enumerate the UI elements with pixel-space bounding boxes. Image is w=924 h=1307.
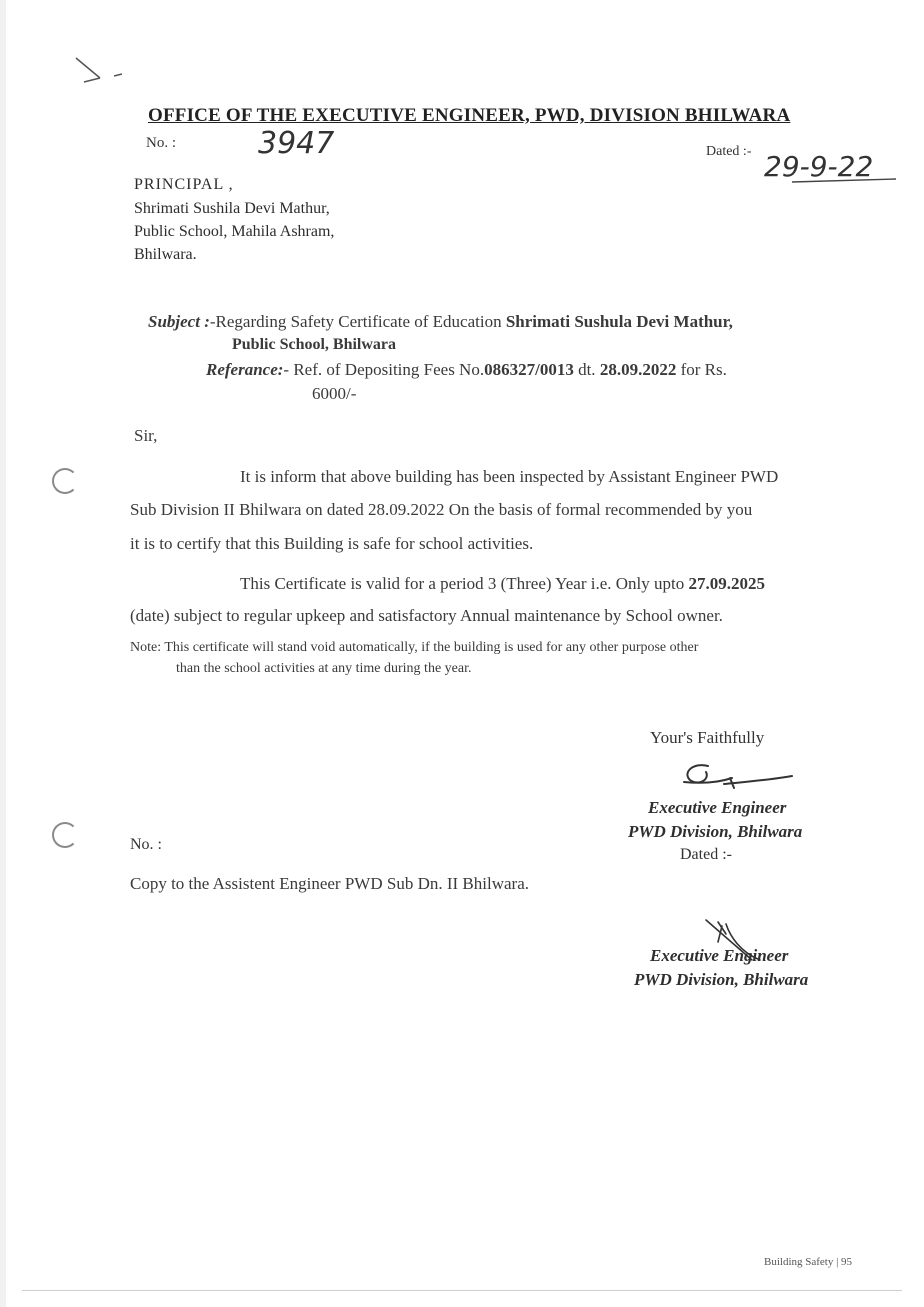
para1-line2 (130, 500, 752, 520)
para2-line1 (240, 574, 765, 594)
scan-edge (0, 0, 6, 1307)
letter-no-handwritten: 3947 (258, 126, 335, 161)
reference-text1: - Ref. of Depositing Fees No. (283, 360, 485, 379)
reference-date: 28.09.2022 (599, 360, 677, 379)
bottom-edge-line (22, 1290, 902, 1291)
letter-no-label: No. : (146, 135, 176, 151)
para2-line2: (date) subject to regular upkeep and satisfactory Annual maintenance by School owner. (130, 606, 723, 625)
reference-label: Referance: (206, 360, 284, 379)
signature-1 (674, 752, 804, 798)
reference-text2: dt. (573, 360, 600, 379)
dated-handwritten: 29-9-22 (764, 150, 874, 183)
date-underline-stroke (790, 176, 900, 186)
subject-line2: Public School, Bhilwara (232, 336, 397, 353)
copy-no-label: No. : (130, 836, 162, 853)
subject-school: Shrimati Sushula Devi Mathur, (505, 312, 733, 331)
note-line1: Note: This certificate will stand void automatically, if the building is used for any other purpose other (130, 640, 699, 655)
page-footer: Building Safety | 95 (764, 1256, 853, 1268)
reference-line (206, 360, 727, 380)
copy-to: Copy to the Assistent Engineer PWD Sub Dn. II Bhilwara. (130, 874, 529, 893)
sig1-dated: Dated :- (680, 846, 732, 863)
note-line2: than the school activities at any time during the year. (176, 661, 472, 676)
sig2-title: Executive Engineer (650, 946, 789, 965)
office-heading: OFFICE OF THE EXECUTIVE ENGINEER, PWD, DIVISION BHILWARA (148, 105, 791, 126)
recipient-line3: Public School, Mahila Ashram, (134, 223, 335, 240)
para1-line3: it is to certify that this Building is safe for school activities. (130, 534, 534, 553)
subject-text: -Regarding Safety Certificate of Education (209, 312, 506, 331)
para1-line2-a: Sub Division II Bhilwara on dated (130, 500, 368, 519)
para1-line2-date: 28.09.2022 (367, 500, 445, 519)
recipient-title: PRINCIPAL , (134, 176, 234, 193)
dated-label: Dated :- (706, 144, 752, 159)
sig2-division: PWD Division, Bhilwara (634, 970, 809, 989)
punch-hole-top (52, 468, 78, 494)
recipient-line2: Shrimati Sushila Devi Mathur, (134, 200, 330, 217)
pen-mark (70, 52, 140, 92)
subject-line (148, 312, 733, 332)
para1-line2-b: On the basis of formal recommended by you (444, 500, 753, 519)
punch-hole-bottom (52, 822, 78, 848)
para2-valid-until: 27.09.2025 (688, 574, 765, 593)
salutation: Sir, (134, 426, 158, 445)
sig1-division: PWD Division, Bhilwara (628, 822, 803, 841)
recipient-line4: Bhilwara. (134, 246, 197, 263)
closing: Your's Faithfully (650, 728, 765, 747)
reference-fee-no: 086327/0013 (484, 360, 574, 379)
para2-line1-a: This Certificate is valid for a period 3 (Three) Year i.e. Only upto (240, 574, 689, 593)
reference-amount: 6000/- (312, 384, 357, 403)
para1-line1: It is inform that above building has been inspected by Assistant Engineer PWD (240, 467, 779, 486)
sig1-title: Executive Engineer (648, 798, 787, 817)
reference-text3: for Rs. (676, 360, 727, 379)
subject-label: Subject : (148, 312, 210, 331)
